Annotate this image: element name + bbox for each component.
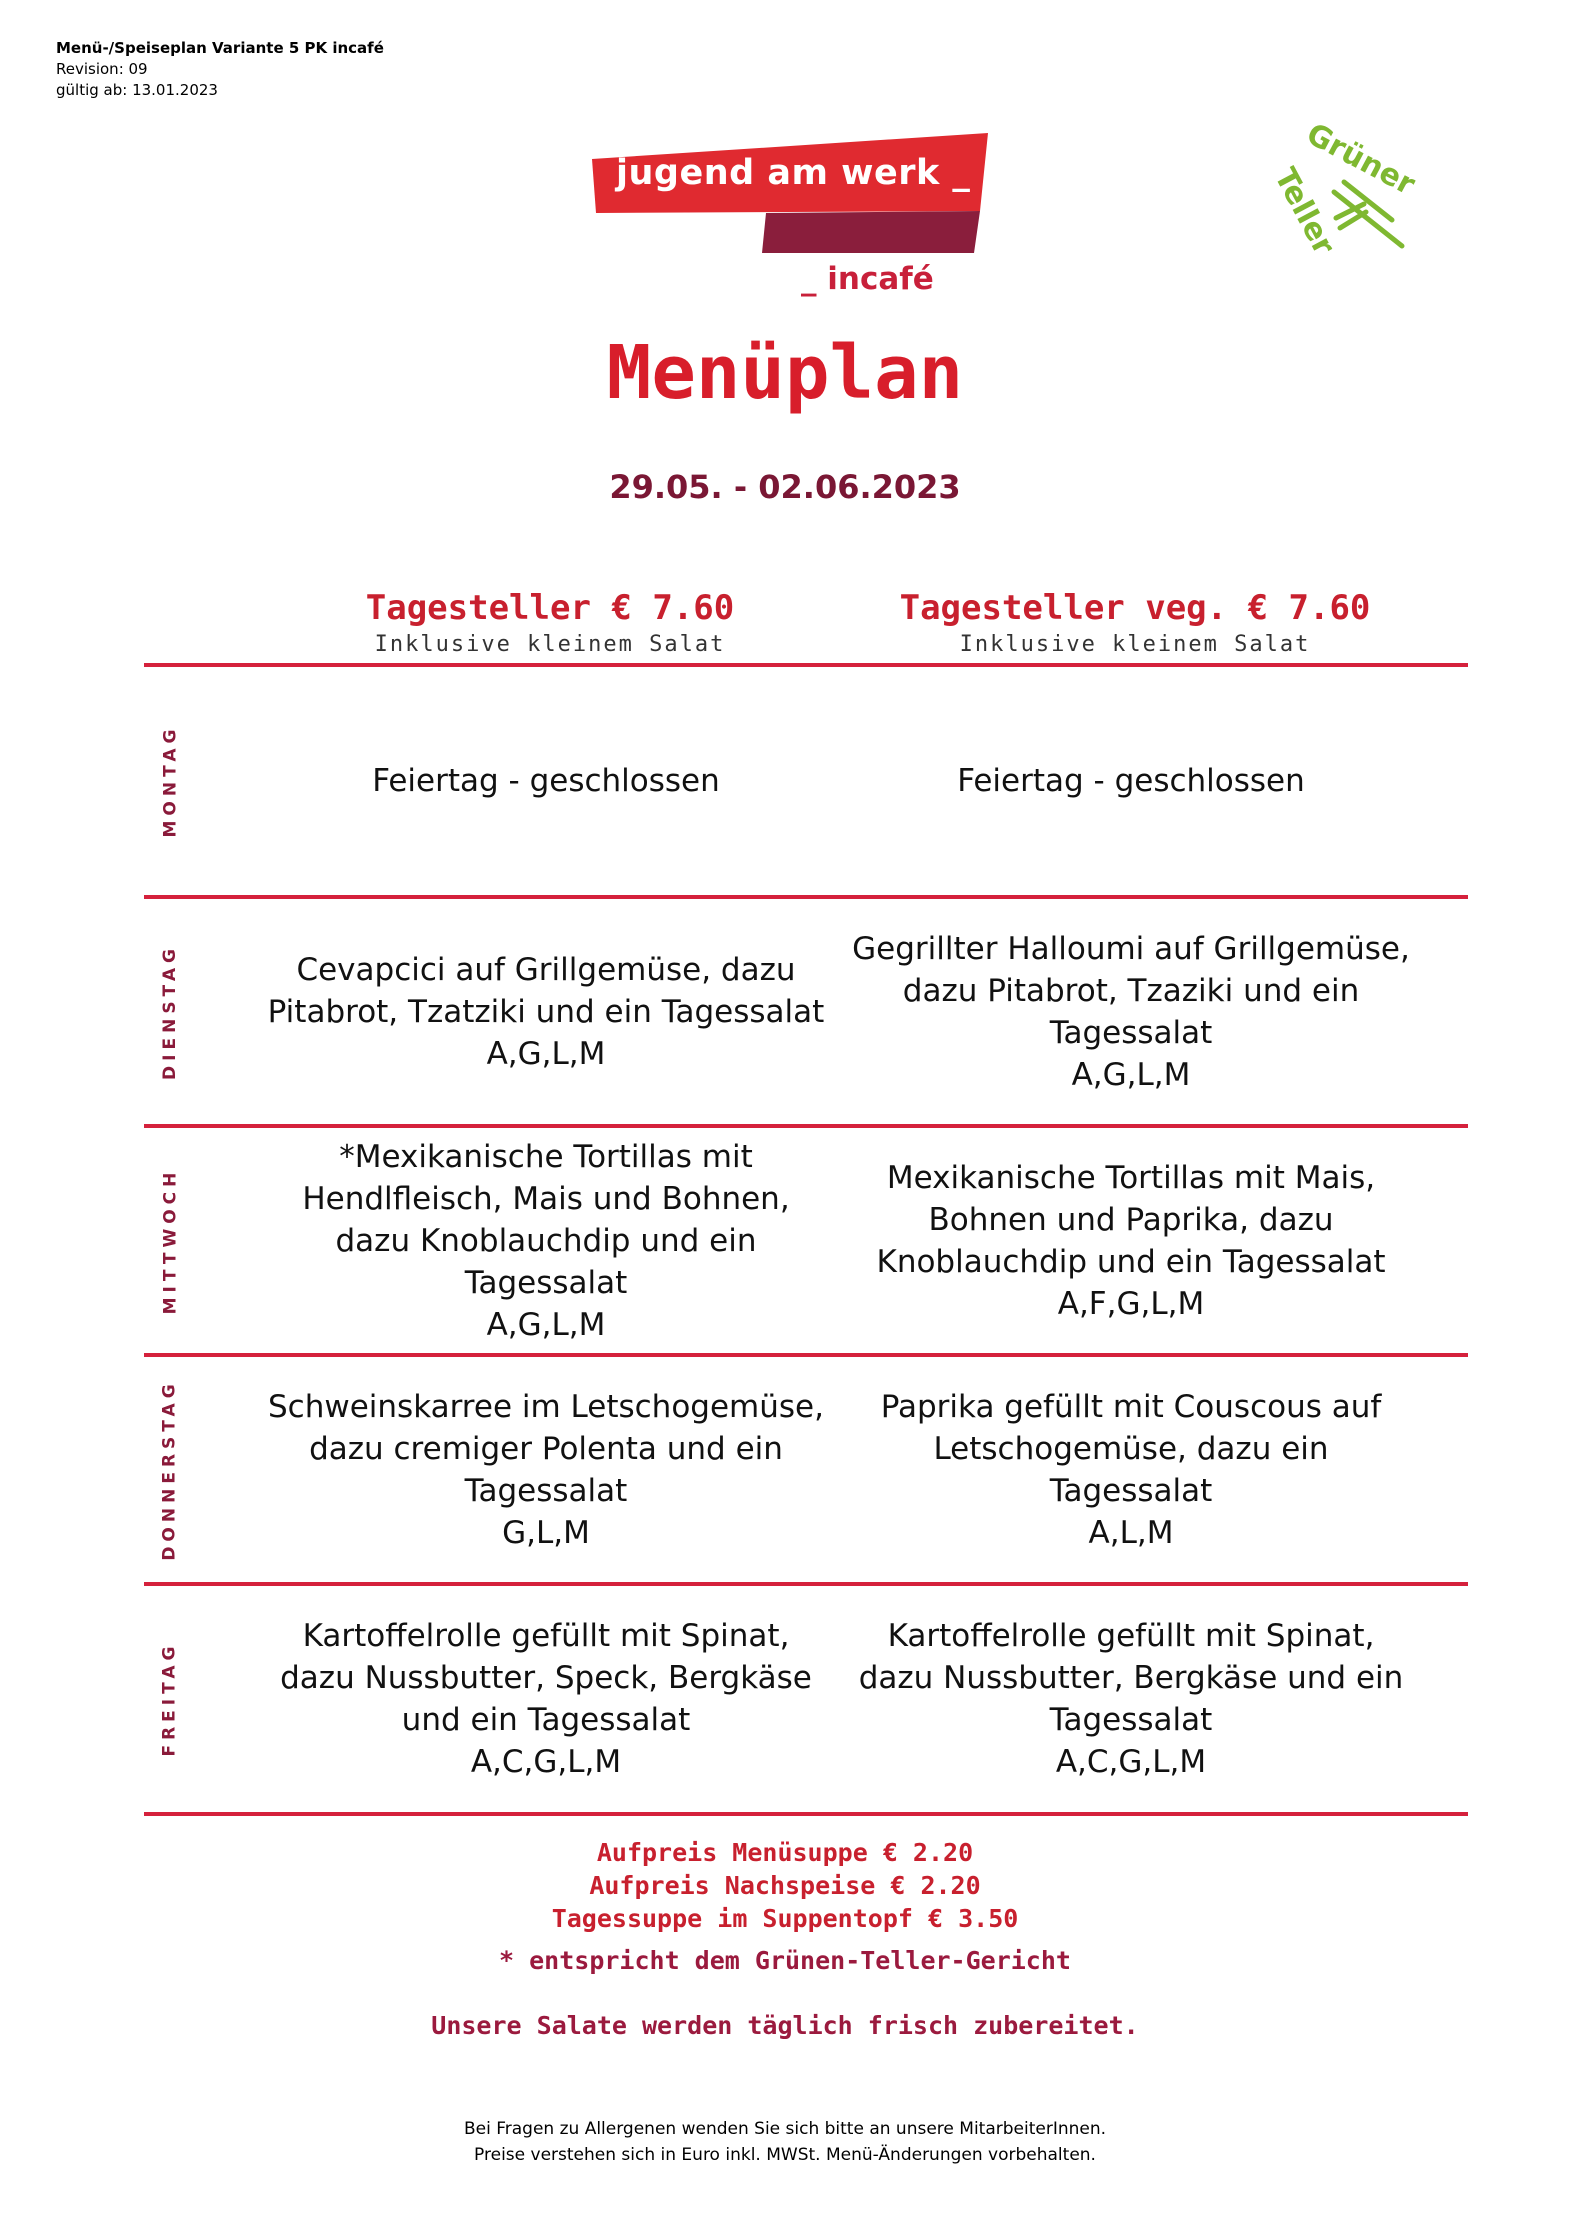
surcharge-soup-pot: Tagessuppe im Suppentopf € 3.50: [551, 1904, 1019, 1933]
day-label: MONTAG: [160, 724, 181, 838]
meta-title: Menü-/Speiseplan Variante 5 PK incafé: [56, 39, 384, 57]
price-veg: Tagesteller veg. € 7.60: [899, 588, 1371, 628]
divider: [144, 1812, 1468, 1816]
menu-row-monday: [144, 667, 1468, 895]
surcharge-soup: Aufpreis Menüsuppe € 2.20: [596, 1838, 974, 1867]
fork-knife-icon: [1314, 174, 1414, 264]
jugend-am-werk-logo: [586, 133, 996, 303]
price-note-meat: Inklusive kleinem Salat: [374, 632, 726, 657]
meta-valid-from: gültig ab: 13.01.2023: [56, 81, 218, 99]
dish-veg: Gegrillter Halloumi auf Grillgemüse, dazu Pitabrot, Tzaziki und ein Tagessalat A,G,L,M: [852, 930, 1410, 1093]
column-header-meat: [270, 588, 830, 657]
day-label: MITTWOCH: [160, 1167, 181, 1314]
dish-meat: Schweinskarree im Letschogemüse, dazu cremiger Polenta und ein Tagessalat G,L,M: [268, 1388, 824, 1551]
dish-veg: Feiertag - geschlossen: [957, 763, 1305, 799]
column-header-veg: [855, 588, 1415, 657]
price-note-veg: Inklusive kleinem Salat: [959, 632, 1311, 657]
dish-meat: Feiertag - geschlossen: [372, 763, 720, 799]
surcharge-list: [0, 1836, 1570, 1935]
document-meta: [56, 38, 384, 101]
day-label: FREITAG: [160, 1641, 180, 1757]
dish-meat: Kartoffelrolle gefüllt mit Spinat, dazu Nussbutter, Speck, Bergkäse und ein Tagessalat A,C,G,L,M: [280, 1618, 812, 1780]
seal-word-1: Grüner: [1300, 116, 1421, 203]
footer: [0, 2116, 1570, 2168]
page-title: Menüplan: [606, 330, 964, 416]
gruener-teller-seal: [1262, 116, 1421, 266]
dish-meat: Cevapcici auf Grillgemüse, dazu Pitabrot, Tzatziki und ein Tagessalat A,G,L,M: [267, 951, 825, 1072]
menu-row-friday: [144, 1586, 1468, 1812]
menu-row-tuesday: [144, 899, 1468, 1124]
dish-veg: Kartoffelrolle gefüllt mit Spinat, dazu Nussbutter, Bergkäse und ein Tagessalat A,C,G,L,M: [858, 1618, 1404, 1780]
logo-brand-text: jugend am werk _: [616, 153, 971, 193]
footer-price-note: Preise verstehen sich in Euro inkl. MWSt. Menü-Änderungen vorbehalten.: [474, 2145, 1096, 2165]
dish-meat: *Mexikanische Tortillas mit Hendlfleisch, Mais und Bohnen, dazu Knoblauchdip und ein Tagessalat A,G,L,M: [302, 1138, 790, 1343]
logo-sub-text: _ incafé: [801, 261, 934, 297]
surcharge-dessert: Aufpreis Nachspeise € 2.20: [589, 1871, 981, 1900]
footer-allergen-note: Bei Fragen zu Allergenen wenden Sie sich bitte an unsere MitarbeiterInnen.: [463, 2119, 1107, 2139]
price-meat: Tagesteller € 7.60: [365, 588, 735, 628]
meta-revision: Revision: 09: [56, 60, 148, 78]
day-label: DIENSTAG: [160, 943, 181, 1080]
day-label: DONNERSTAG: [160, 1378, 181, 1561]
dish-veg: Mexikanische Tortillas mit Mais, Bohnen und Paprika, dazu Knoblauchdip und ein Tagessalat A,F,G,L,M: [876, 1159, 1386, 1322]
menu-row-thursday: [144, 1357, 1468, 1582]
seal-word-2: Teller: [1267, 162, 1342, 261]
gruener-teller-note: * entspricht dem Grünen-Teller-Gericht: [499, 1946, 1071, 1975]
date-range: 29.05. - 02.06.2023: [609, 468, 961, 506]
salad-note: Unsere Salate werden täglich frisch zubereitet.: [431, 2011, 1139, 2040]
menu-row-wednesday: [144, 1128, 1468, 1353]
dish-veg: Paprika gefüllt mit Couscous auf Letschogemüse, dazu ein Tagessalat A,L,M: [880, 1388, 1382, 1551]
